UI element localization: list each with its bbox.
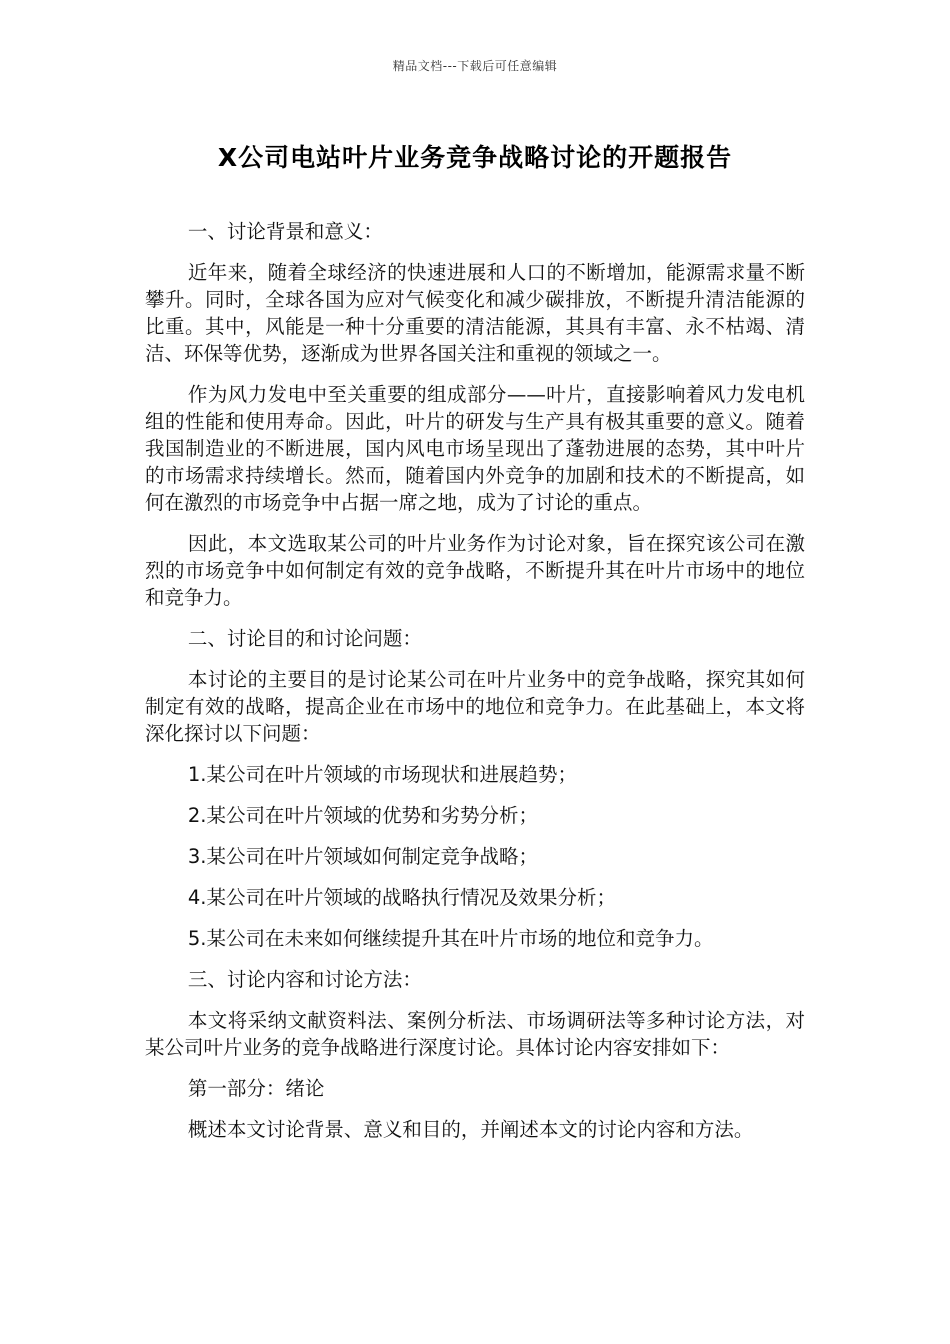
section-heading-methods: 三、讨论内容和讨论方法： (187, 968, 422, 991)
paragraph-background-1: 近年来，随着全球经济的快速进展和人口的不断增加，能源需求量不断攀升。同时，全球各国为应对气候变化和减少碳排放，不断提升清洁能源的比重。其中，风能是一种十分重要的清洁能源，其具有丰富、永不枯竭、清洁、环保等优势，逐渐成为世界各国关注和重视的领域之一。 (145, 261, 805, 365)
header-note: 精品文档---下载后可任意编辑 (392, 59, 558, 73)
document-body (145, 218, 805, 1157)
question-item-4: 4.某公司在叶片领域的战略执行情况及效果分析； (187, 886, 616, 909)
question-item-5: 5.某公司在未来如何继续提升其在叶片市场的地位和竞争力。 (187, 927, 714, 950)
question-item-3: 3.某公司在叶片领域如何制定竞争战略； (187, 845, 538, 868)
paragraph-methods: 本文将采纳文献资料法、案例分析法、市场调研法等多种讨论方法，对某公司叶片业务的竞争战略进行深度讨论。具体讨论内容安排如下： (145, 1009, 805, 1059)
document-title: X公司电站叶片业务竞争战略讨论的开题报告 (217, 143, 733, 172)
question-item-2: 2.某公司在叶片领域的优势和劣势分析； (187, 804, 538, 827)
section-heading-purpose: 二、讨论目的和讨论问题： (187, 627, 422, 650)
paragraph-background-2: 作为风力发电中至关重要的组成部分——叶片，直接影响着风力发电机组的性能和使用寿命。因此，叶片的研发与生产具有极其重要的意义。随着我国制造业的不断进展，国内风电市场呈现出了蓬勃进展的态势，其中叶片的市场需求持续增长。然而，随着国内外竞争的加剧和技术的不断提高，如何在激烈的市场竞争中占据一席之地，成为了讨论的重点。 (145, 383, 805, 514)
paragraph-background-3: 因此，本文选取某公司的叶片业务作为讨论对象，旨在探究该公司在激烈的市场竞争中如何制定有效的竞争战略，不断提升其在叶片市场中的地位和竞争力。 (145, 532, 805, 609)
section-heading-background: 一、讨论背景和意义： (187, 220, 383, 243)
paragraph-purpose: 本讨论的主要目的是讨论某公司在叶片业务中的竞争战略，探究其如何制定有效的战略，提高企业在市场中的地位和竞争力。在此基础上，本文将深化探讨以下问题： (145, 668, 805, 745)
part-one-summary: 概述本文讨论背景、意义和目的，并阐述本文的讨论内容和方法。 (187, 1118, 754, 1141)
question-item-1: 1.某公司在叶片领域的市场现状和进展趋势； (187, 763, 577, 786)
part-one-heading: 第一部分：绪论 (187, 1077, 325, 1100)
